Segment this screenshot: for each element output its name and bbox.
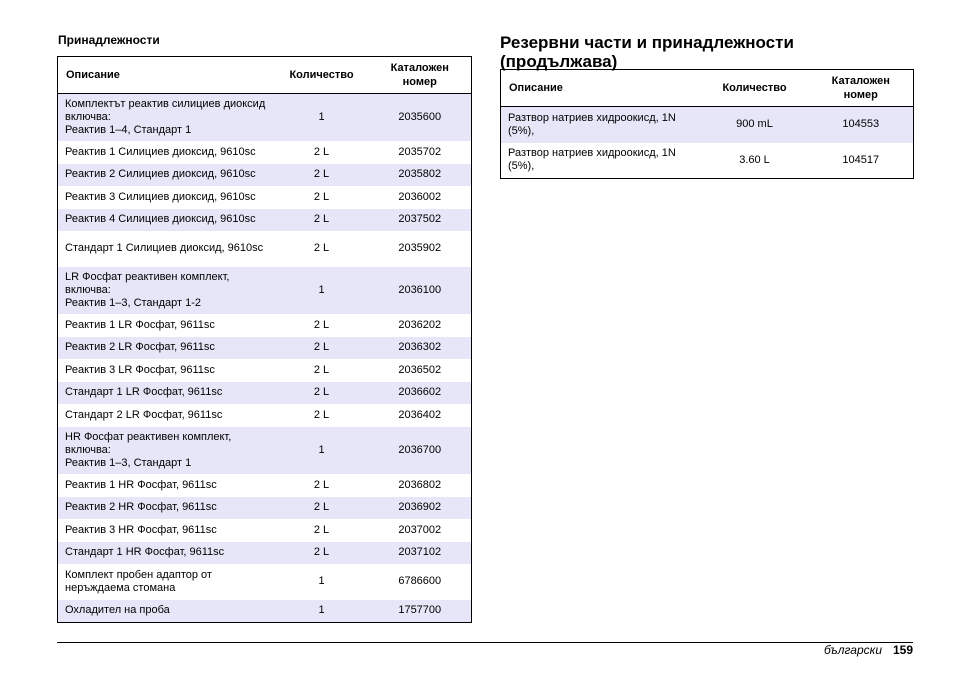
- row-description: Охладител на проба: [65, 604, 170, 617]
- table-row: [58, 94, 472, 141]
- row-quantity: 2 L: [313, 386, 330, 398]
- row-catalog-number: 6786600: [398, 575, 442, 587]
- row-description: Комплектът реактив силициев диоксид включва: Реактив 1–4, Стандарт 1: [65, 97, 266, 136]
- table-header-row: [58, 57, 472, 94]
- row-quantity: 2 L: [313, 190, 330, 203]
- table-row: [58, 314, 472, 337]
- row-catalog-number: 2036100: [398, 283, 442, 296]
- table-row: [58, 382, 472, 404]
- table-row: [58, 497, 472, 519]
- row-quantity: 2 L: [313, 363, 330, 376]
- row-quantity: 2 L: [313, 546, 330, 558]
- row-quantity: 2 L: [313, 478, 330, 491]
- column-header-quantity: Количество: [275, 57, 369, 94]
- table-row: [58, 267, 472, 314]
- row-quantity: 900 mL: [736, 118, 773, 131]
- row-catalog-number: 2037502: [398, 213, 442, 225]
- row-description: Реактив 4 Силициев диоксид, 9610sc: [65, 213, 256, 225]
- row-description: Стандарт 1 Силициев диоксид, 9610sc: [65, 242, 264, 254]
- row-quantity: 2 L: [313, 523, 330, 536]
- row-quantity: 2 L: [313, 501, 330, 513]
- row-catalog-number: 104517: [842, 153, 880, 166]
- page-number: 159: [892, 643, 913, 657]
- table-row: [58, 600, 472, 623]
- accessories-heading: Принадлежности: [58, 33, 160, 47]
- footer-divider: [57, 642, 913, 643]
- row-quantity: 1: [318, 604, 325, 617]
- table-row: [58, 209, 472, 231]
- row-catalog-number: 2036602: [398, 386, 442, 398]
- row-description: Реактив 1 HR Фосфат, 9611sc: [65, 478, 217, 491]
- row-catalog-number: 2035902: [398, 242, 442, 254]
- table-row: [58, 427, 472, 474]
- row-quantity: 3.60 L: [739, 153, 770, 166]
- row-description: Реактив 1 LR Фосфат, 9611sc: [65, 318, 215, 331]
- spare-parts-heading: Резервни части и принадлежности (продължава): [500, 33, 794, 71]
- table-row: [58, 404, 472, 427]
- row-catalog-number: 2037102: [398, 546, 442, 558]
- row-catalog-number: 2036902: [398, 501, 442, 513]
- table-row: [58, 164, 472, 186]
- row-catalog-number: 2036202: [398, 318, 442, 331]
- table-row: [58, 231, 472, 267]
- row-catalog-number: 1757700: [398, 604, 442, 617]
- table-row: [58, 519, 472, 542]
- column-header-description: Описание: [58, 57, 275, 94]
- row-quantity: 2 L: [313, 318, 330, 331]
- row-catalog-number: 104553: [842, 118, 880, 131]
- table-row: [58, 337, 472, 359]
- row-quantity: 2 L: [313, 242, 330, 254]
- table-row: [58, 542, 472, 564]
- table-row: [58, 564, 472, 600]
- row-quantity: 2 L: [313, 145, 330, 158]
- row-description: Стандарт 2 LR Фосфат, 9611sc: [65, 408, 223, 421]
- row-description: Реактив 2 HR Фосфат, 9611sc: [65, 501, 217, 513]
- table-row: [58, 359, 472, 382]
- accessories-table: [57, 56, 472, 623]
- table-header-row: [501, 70, 914, 107]
- row-description: Стандарт 1 LR Фосфат, 9611sc: [65, 386, 223, 398]
- spare-parts-table: [500, 69, 914, 179]
- row-description: Реактив 3 HR Фосфат, 9611sc: [65, 523, 217, 536]
- row-catalog-number: 2035600: [398, 110, 442, 123]
- row-description: HR Фосфат реактивен комплект, включва: Реактив 1–3, Стандарт 1: [65, 430, 232, 469]
- row-description: LR Фосфат реактивен комплект, включва: Реактив 1–3, Стандарт 1-2: [65, 270, 230, 309]
- row-quantity: 2 L: [313, 408, 330, 421]
- row-catalog-number: 2035702: [398, 145, 442, 158]
- table-row: [501, 143, 914, 179]
- row-description: Комплект пробен адаптор от неръждаема стомана: [65, 568, 212, 594]
- row-quantity: 1: [318, 575, 325, 587]
- row-description: Стандарт 1 HR Фосфат, 9611sc: [65, 546, 225, 558]
- table-row: [58, 141, 472, 164]
- row-catalog-number: 2035802: [398, 168, 442, 180]
- column-header-catalog-number: Каталожен номер: [369, 57, 472, 94]
- row-catalog-number: 2036700: [398, 443, 442, 456]
- row-quantity: 1: [318, 443, 325, 456]
- row-quantity: 2 L: [313, 341, 330, 353]
- row-description: Реактив 2 Силициев диоксид, 9610sc: [65, 168, 256, 180]
- row-quantity: 1: [318, 283, 325, 296]
- row-description: Реактив 3 Силициев диоксид, 9610sc: [65, 190, 256, 203]
- row-description: Разтвор натриев хидроокисд, 1N (5%),: [508, 147, 676, 173]
- table-row: [58, 474, 472, 497]
- column-header-quantity: Количество: [701, 70, 809, 107]
- row-quantity: 2 L: [313, 168, 330, 180]
- row-description: Разтвор натриев хидроокисд, 1N (5%),: [508, 111, 676, 137]
- row-quantity: 2 L: [313, 213, 330, 225]
- row-catalog-number: 2036802: [398, 478, 442, 491]
- table-row: [58, 186, 472, 209]
- column-header-catalog-number: Каталожен номер: [809, 70, 914, 107]
- row-catalog-number: 2036002: [398, 190, 442, 203]
- row-catalog-number: 2037002: [398, 523, 442, 536]
- footer-language: български: [823, 643, 882, 657]
- row-description: Реактив 3 LR Фосфат, 9611sc: [65, 363, 215, 376]
- row-quantity: 1: [318, 110, 325, 123]
- column-header-description: Описание: [501, 70, 701, 107]
- row-description: Реактив 1 Силициев диоксид, 9610sc: [65, 145, 256, 158]
- row-catalog-number: 2036502: [398, 363, 442, 376]
- table-row: [501, 107, 914, 143]
- row-catalog-number: 2036402: [398, 408, 442, 421]
- row-description: Реактив 2 LR Фосфат, 9611sc: [65, 341, 215, 353]
- row-catalog-number: 2036302: [398, 341, 442, 353]
